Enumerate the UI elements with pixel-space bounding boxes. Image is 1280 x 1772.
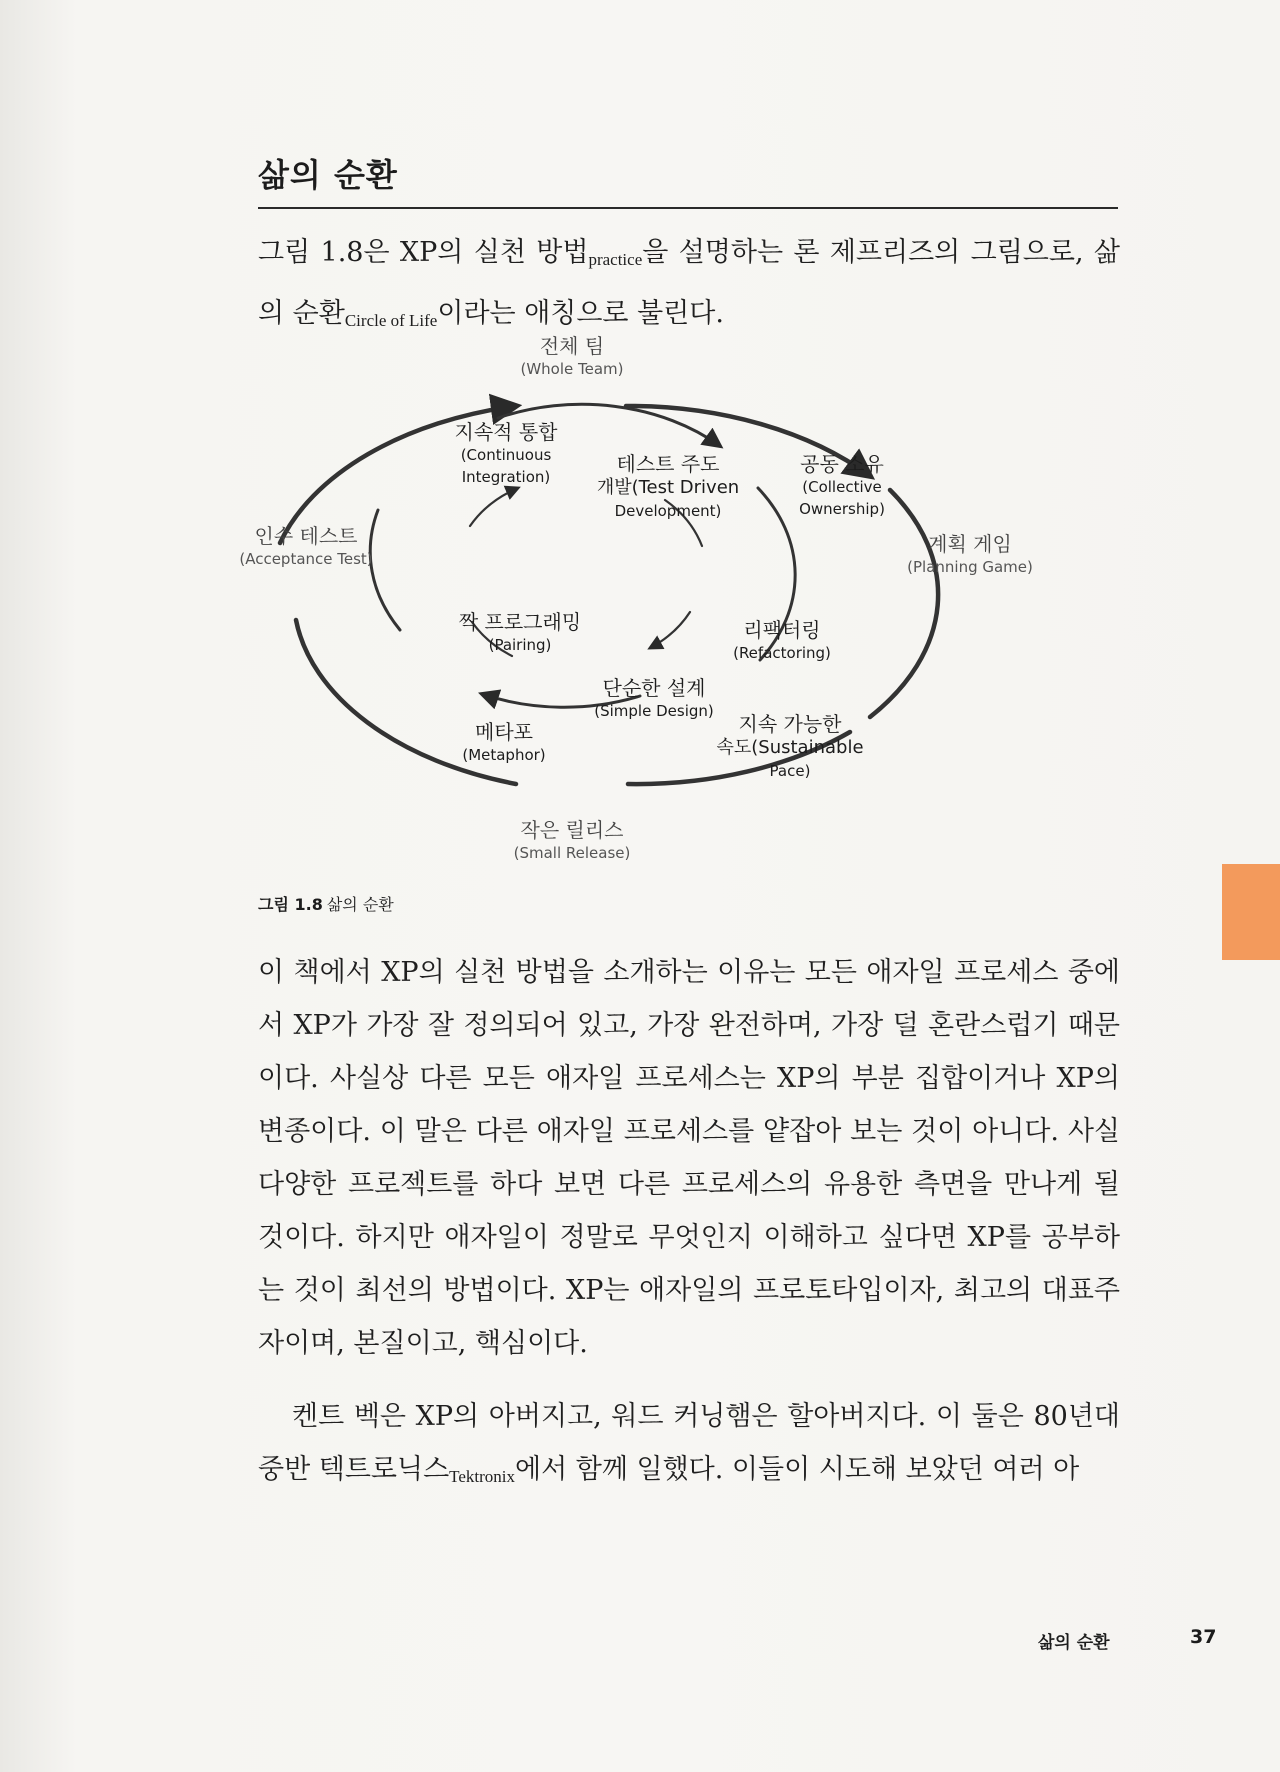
label-tdd [597,452,739,522]
intro-paragraph [258,226,1120,348]
refactoring-ko: 리팩터링 [743,618,821,642]
tdd-ko-2: 개발(Test Driven [596,477,740,498]
sustainable-pace-en-2: Pace) [769,762,811,780]
chapter-thumb-tab [1222,864,1280,960]
running-footer-title: 삶의 순환 [1038,1633,1110,1653]
intro-text-1: 그림 1.8은 XP의 실천 방법 [258,237,589,268]
label-continuous-integration [455,420,558,488]
continuous-integration-ko: 지속적 통합 [454,420,558,444]
tdd-en-2: Development) [614,502,722,520]
planning-game-en: (Planning Game) [907,558,1033,576]
section-divider [258,207,1118,209]
collective-ownership-ko: 공동 소유 [800,452,884,476]
circle-of-life-rings [250,360,1130,880]
figure-title: 삶의 순환 [326,895,394,914]
circle-of-life-diagram [239,334,1130,880]
planning-game-ko: 계획 게임 [928,532,1012,556]
collective-ownership-en-2: Ownership) [799,500,885,518]
page-number: 37 [1190,1626,1217,1648]
label-pairing [459,610,581,656]
intro-text-3: 이라는 애칭으로 불린다. [437,298,724,329]
inner-ring-arc-bottom-right [650,612,690,648]
section-title: 삶의 순환 [258,156,398,194]
intro-text-2: 을 설명하는 론 제프리즈의 그림으로, 삶의 순환 [258,237,1120,329]
continuous-integration-en-1: (Continuous [460,446,552,464]
label-metaphor [462,720,545,766]
label-refactoring [733,618,831,664]
metaphor-en: (Metaphor) [462,746,546,764]
label-whole-team [520,334,623,380]
body-paragraph-2 [258,1390,1120,1503]
body2-text-1: 켄트 벡은 XP의 아버지고, 워드 커닝햄은 할아버지다. 이 둘은 80년대 중반 텍트로닉스 [258,1401,1120,1485]
continuous-integration-en-2: Integration) [461,468,551,486]
label-planning-game [907,532,1033,578]
sustainable-pace-ko: 지속 가능한 [738,712,842,736]
body-paragraph-1: 이 책에서 XP의 실천 방법을 소개하는 이유는 모든 애자일 프로세스 중에서 XP가 가장 잘 정의되어 있고, 가장 완전하며, 가장 덜 혼란스럽기 때문이다. 사실상 다른 모든 애자일 프로세스는 XP의 부분 집합이거나 XP의 변종이다. 이 말은 다른 애자일 프로세스를 얕잡아 보는 것이 아니다. 사실 다양한 프로젝트를 하다 보면 다른 프로세스의 유용한 측면을 만나게 될 것이다. 하지만 애자일이 정말로 무엇인지 이해하고 싶다면 XP를 공부하는 것이 최선의 방법이다. XP는 애자일의 프로토타입이자, 최고의 대표주자이며, 본질이고, 핵심이다. [258,957,1120,1359]
metaphor-ko: 메타포 [475,720,533,744]
outer-ring-arc-right [870,490,938,717]
label-acceptance-test [239,524,372,570]
figure-caption [258,892,394,915]
inner-ring-arc-top-left [470,488,518,526]
body2-subscript-tektronix: Tektronix [449,1467,516,1486]
refactoring-en: (Refactoring) [733,644,831,662]
small-release-ko: 작은 릴리스 [520,818,624,842]
figure-label: 그림 1.8 [258,895,323,914]
intro-subscript-circle-of-life: Circle of Life [344,311,438,330]
label-small-release [514,818,631,864]
whole-team-en: (Whole Team) [520,360,624,378]
label-simple-design [594,676,713,722]
acceptance-test-en: (Acceptance Test) [239,550,373,568]
simple-design-ko: 단순한 설계 [602,676,706,700]
simple-design-en: (Simple Design) [594,702,714,720]
collective-ownership-en-1: (Collective [802,478,882,496]
pairing-en: (Pairing) [488,636,552,654]
pairing-ko: 짝 프로그래밍 [458,610,582,634]
middle-ring-arc-left [370,510,400,630]
intro-subscript-practice: practice [588,250,643,269]
label-sustainable-pace [716,712,863,782]
label-collective-ownership [799,452,885,520]
small-release-en: (Small Release) [513,844,631,862]
tdd-ko: 테스트 주도 [616,452,720,476]
whole-team-ko: 전체 팀 [539,334,605,358]
sustainable-pace-ko-2: 속도(Sustainable [716,737,864,758]
acceptance-test-ko: 인수 테스트 [254,524,358,548]
body2-text-2: 에서 함께 일했다. 이들이 시도해 보았던 여러 아 [515,1454,1080,1485]
